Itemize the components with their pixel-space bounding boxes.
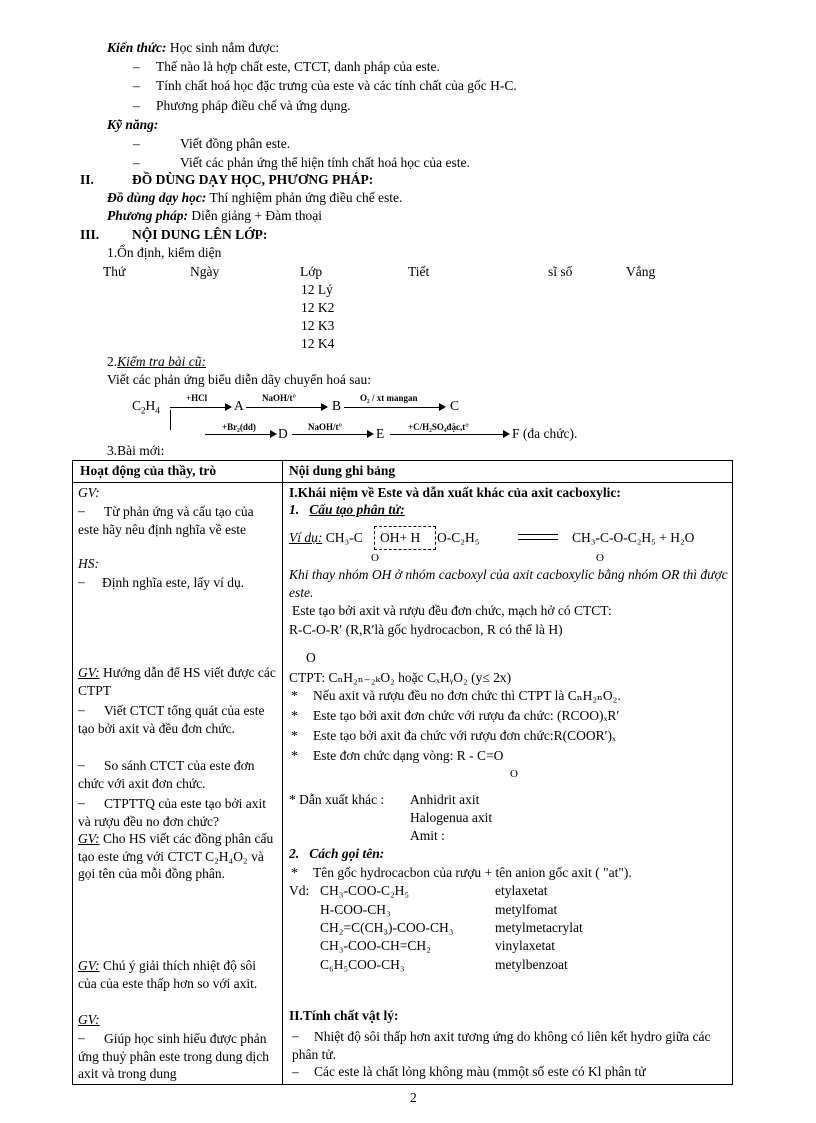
dash-icon: –	[78, 1030, 85, 1045]
scheme-product: E	[376, 426, 385, 441]
tools-text: Thí nghiệm phản ứng điều chế este.	[209, 190, 403, 205]
dash-icon: –	[78, 757, 85, 772]
attendance-header-day: Thứ	[103, 264, 126, 279]
name-formula: CH₃-COO-CH=CH₂	[320, 938, 431, 953]
general2: R-C-O-R′ (R,R′là gốc hydrocacbon, R có thể là H)	[289, 622, 563, 637]
sub1-num: 1.	[289, 502, 300, 517]
scheme-product: A	[234, 398, 244, 413]
section2-title: ĐỒ DÙNG DẠY HỌC, PHƯƠNG PHÁP:	[132, 172, 374, 187]
name-formula: H-COO-CH₃	[320, 902, 391, 917]
table-divider	[282, 460, 283, 1085]
gv2-item: So sánh CTCT của este đơn chức với axit đơn chức.	[78, 758, 255, 791]
gv2-block	[78, 664, 276, 699]
table-header-line	[72, 482, 733, 483]
dash-icon: –	[292, 1064, 299, 1079]
scheme-start-c: C	[132, 398, 142, 413]
gv4-block	[78, 957, 276, 992]
method-line	[107, 208, 322, 224]
step2-num: 2.	[107, 354, 118, 369]
sub2	[289, 846, 384, 862]
example-line	[289, 530, 363, 546]
class-item: 12 K2	[301, 300, 335, 315]
sub1	[289, 502, 405, 518]
ctpt: CTPT: CₙH₂ₙ₋₂ₖO₂ hoặc CₓHᵧO₂ (y≤ 2x)	[289, 670, 512, 685]
naming-rule: Tên gốc hydrocacbon của rượu + tên anion gốc axit ( "at").	[313, 865, 632, 880]
branch-line	[170, 410, 171, 430]
arrow-icon	[170, 407, 230, 408]
star-icon: *	[291, 708, 298, 723]
method-text: Diễn giảng + Đàm thoại	[191, 208, 322, 223]
equilibrium-arrow-top	[518, 534, 558, 535]
section3-title: NỘI DUNG LÊN LỚP:	[132, 227, 268, 242]
example-box-text: OH+ H	[380, 530, 421, 545]
dash-icon: –	[78, 702, 85, 717]
gv5-label: GV:	[78, 1012, 100, 1027]
star-icon: *	[291, 728, 298, 743]
carbonyl-o: O	[596, 552, 604, 564]
scheme-product: C	[450, 398, 460, 413]
scheme-product: B	[332, 398, 342, 413]
general1: Este tạo bởi axit và rượu đều đơn chức, mạch hở có CTCT:	[292, 603, 612, 618]
skills-label: Kỹ năng:	[107, 117, 159, 132]
dash-icon: –	[133, 59, 140, 74]
star-item: Este tạo bởi axit đơn chức với rượu đa chức: (RCOO)ₓR′	[313, 708, 620, 723]
name-formula: CH₃-COO-C₂H₅	[320, 883, 410, 898]
knowledge-item: Phương pháp điều chế và ứng dụng.	[156, 98, 351, 113]
scheme-product: D	[278, 426, 288, 441]
dash-icon: –	[78, 503, 85, 518]
arrow-label: NaOH/t°	[262, 393, 297, 403]
gv3-text: Cho HS viết các đồng phân cấu tạo este ứng với CTCT C₂H₄O₂ và gọi tên của mỗi đồng phân.	[78, 831, 274, 881]
equilibrium-arrow-bottom	[518, 539, 558, 540]
hs-text: Định nghĩa este, lấy ví dụ.	[102, 575, 245, 590]
arrow-label: NaOH/t°	[308, 422, 343, 432]
skills-item: Viết đồng phân este.	[180, 136, 291, 151]
knowledge-label: Kiến thức:	[107, 40, 167, 55]
heading2: II.Tính chất vật lý:	[289, 1008, 399, 1023]
heading1: I.Khái niệm về Este và dẫn xuất khác của axit cacboxylic:	[289, 485, 621, 500]
hs-label: HS:	[78, 556, 99, 571]
sub2-num: 2.	[289, 846, 300, 861]
gv4-label: GV:	[78, 958, 100, 973]
dash-icon: –	[78, 795, 85, 810]
example-label: Ví dụ:	[289, 530, 323, 545]
scheme-product: F (đa chức).	[512, 426, 578, 441]
arrow-label: +Br₂(dd)	[222, 422, 256, 432]
name-value: metylmetacrylat	[495, 920, 583, 935]
star-icon: *	[291, 865, 298, 880]
knowledge-intro: Học sinh nắm được:	[169, 40, 280, 55]
definition: Khi thay nhóm OH ở nhóm cacboxyl của axit cacboxylic bằng nhóm OR thì được este.	[289, 567, 728, 600]
dash-icon: –	[133, 155, 140, 170]
attendance-header-class: Lớp	[300, 264, 323, 279]
carbonyl-o: O	[306, 650, 316, 665]
arrow-label: +C/H₂SO₄đặc,t°	[408, 422, 469, 432]
scheme-start-h-sub: 4	[155, 405, 160, 416]
method-label: Phương pháp:	[107, 208, 188, 223]
dash-icon: –	[133, 98, 140, 113]
derivative-item: Anhidrit axit	[410, 792, 480, 807]
arrow-icon	[246, 407, 326, 408]
dash-icon: –	[133, 136, 140, 151]
step3: 3.Bài mới:	[107, 443, 165, 458]
sub1-title: Cấu tạo phân tử:	[309, 502, 405, 517]
gv-label: GV:	[78, 485, 100, 500]
sub2-title: Cách gọi tên:	[309, 846, 385, 861]
gv2-label: GV:	[78, 665, 100, 680]
star-icon: *	[291, 748, 298, 763]
skills-item: Viết các phản ứng thể hiện tính chất hoá học của este.	[180, 155, 470, 170]
attendance-header-date: Ngày	[190, 264, 220, 279]
arrow-icon	[205, 434, 275, 435]
gv1-text: Từ phản ứng và cấu tạo của este hãy nêu định nghĩa về este	[78, 504, 254, 537]
page-number: 2	[410, 1090, 417, 1105]
vd-label: Vd:	[289, 883, 310, 898]
derivative-item: Halogenua axit	[410, 810, 493, 825]
gv2-item: Viết CTCT tổng quát của este tạo bởi axit và đều đơn chức.	[78, 703, 265, 736]
phys1: Nhiệt độ sôi thấp hơn axit tương ứng do không có liên kết hydro giữa các phân tử.	[292, 1029, 711, 1062]
table-header-right: Nội dung ghi bảng	[289, 463, 396, 478]
gv5-text: Giúp học sinh hiểu được phản ứng thuỷ phân este trong dung dịch axit và trong dung	[78, 1031, 270, 1081]
attendance-header-absent: Vắng	[626, 264, 656, 279]
step2-label: Kiểm tra bài cũ:	[117, 354, 206, 369]
dash-icon: –	[78, 574, 85, 589]
example-right: O-C₂H₅	[437, 530, 480, 545]
star-icon: *	[291, 688, 298, 703]
phys2: Các este là chất lỏng không màu (mmột số este có Kl phân tử	[314, 1064, 646, 1079]
carbonyl-o: O	[371, 552, 379, 564]
name-value: metylbenzoat	[495, 957, 568, 972]
name-formula: CH₂=C(CH₃)-COO-CH₃	[320, 920, 454, 935]
name-formula: C₆H₅COO-CH₃	[320, 957, 405, 972]
scheme-start	[132, 398, 160, 416]
arrow-icon	[292, 434, 372, 435]
table-header-left: Hoạt động của thầy, trò	[80, 463, 217, 478]
gv4-text: Chú ý giải thích nhiệt độ sôi của của este thấp hơn so với axit.	[78, 958, 258, 991]
name-value: metylfomat	[495, 902, 558, 917]
gv2-text: Hướng dẫn để HS viết được các CTPT	[78, 665, 276, 698]
star-item: Nếu axit và rượu đều no đơn chức thì CTPT là CₙH₂ₙO₂.	[313, 688, 621, 703]
arrow-label: +HCl	[186, 393, 208, 403]
name-value: etylaxetat	[495, 883, 548, 898]
star-item: Este tạo bởi axit đa chức với rượu đơn chức:R(COOR′)ₓ	[313, 728, 616, 743]
tools-label: Đồ dùng dạy học:	[107, 190, 207, 205]
tools-line	[107, 190, 402, 206]
knowledge-item: Tính chất hoá học đặc trưng của este và các tính chất của gốc H-C.	[156, 78, 517, 93]
step1: 1.Ổn định, kiểm diện	[107, 245, 222, 260]
dash-icon: –	[292, 1028, 299, 1043]
class-item: 12 K4	[301, 336, 335, 351]
section2-numeral: II.	[80, 172, 94, 187]
class-item: 12 K3	[301, 318, 335, 333]
scheme-start-sub: 2	[141, 405, 146, 416]
section3-numeral: III.	[80, 227, 100, 242]
attendance-header-count: sĩ số	[548, 264, 573, 279]
attendance-header-period: Tiết	[408, 264, 430, 279]
gv2-item: CTPTTQ của este tạo bởi axit và rượu đều no đơn chức?	[78, 796, 266, 829]
star-item: Este đơn chức dạng vòng: R - C=O	[313, 748, 504, 763]
arrow-icon	[344, 407, 444, 408]
dash-icon: –	[133, 78, 140, 93]
derivative-item: Amit :	[410, 828, 445, 843]
arrow-label: O₂ / xt mangan	[360, 393, 418, 403]
ring-o: O	[510, 768, 518, 780]
gv3-label: GV:	[78, 831, 100, 846]
name-value: vinylaxetat	[495, 938, 555, 953]
example-left: CH₃-C	[325, 530, 363, 545]
step2	[107, 354, 206, 370]
arrow-icon	[390, 434, 508, 435]
derivatives-label: * Dẫn xuất khác :	[289, 792, 385, 807]
step2-text: Viết các phản ứng biểu diễn dãy chuyển hoá sau:	[107, 372, 372, 387]
example-product: CH₃-C-O-C₂H₅ + H₂O	[572, 530, 695, 545]
knowledge-item: Thế nào là hợp chất este, CTCT, danh pháp của este.	[156, 59, 440, 74]
scheme-start-h: H	[145, 398, 156, 413]
gv3-block	[78, 830, 274, 883]
knowledge-line	[107, 40, 279, 56]
class-item: 12 Lý	[301, 282, 333, 297]
